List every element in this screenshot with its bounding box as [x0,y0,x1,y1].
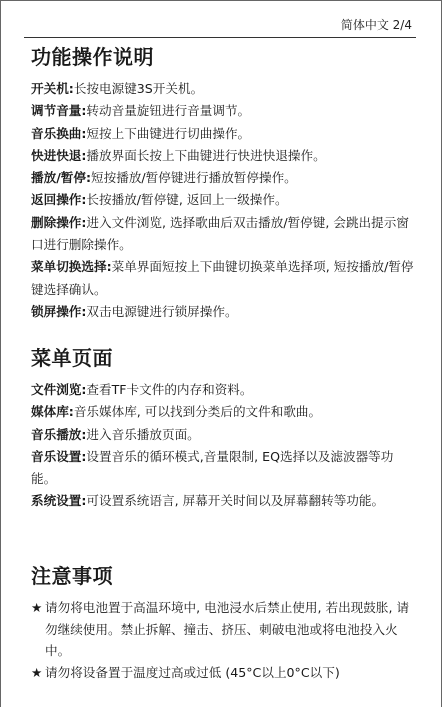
page-border-top [0,0,442,1]
item-text: 进入音乐播放页面。 [86,426,200,442]
list-item: 播放/暂停:短按播放/暂停键进行播放暂停操作。 [31,170,297,186]
list-item: 调节音量:转动音量旋钮进行音量调节。 [31,103,251,119]
star-icon: ★ [31,664,43,680]
item-label: 调节音量 [31,103,82,119]
item-label: 锁屏操作 [31,303,82,319]
item-text: 短按上下曲键进行切曲操作。 [86,125,251,141]
list-item: 菜单切换选择:菜单界面短按上下曲键切换菜单选择项, 短按播放/暂停键选择确认。 [31,259,414,297]
section-precautions [31,563,415,683]
item-label: 文件浏览 [31,382,82,397]
item-text: 播放界面长按上下曲键进行快进快退操作。 [86,147,326,163]
list-item: 返回操作:长按播放/暂停键, 返回上一级操作。 [31,192,288,208]
note-item [31,597,415,662]
list-item: 媒体库:音乐媒体库, 可以找到分类后的文件和歌曲。 [31,404,322,420]
item-text: 可设置系统语言, 屏幕开关时间以及屏幕翻转等功能。 [86,493,385,509]
section-title: 注意事项 [31,564,113,588]
note-item [31,662,415,684]
item-text: 进入文件浏览, 选择歌曲后双击播放/暂停键, 会跳出提示窗口进行删除操作。 [31,214,409,253]
list-item: 锁屏操作:双击电源键进行锁屏操作。 [31,303,238,319]
section-title: 菜单页面 [31,346,113,370]
item-label: 返回操作 [31,192,82,208]
item-text: 菜单界面短按上下曲键切换菜单选择项, 短按播放/暂停键选择确认。 [31,259,414,297]
item-text: 设置音乐的循环模式,音量限制, EQ选择以及滤波器等功能。 [31,448,394,487]
item-label: 音乐设置 [31,448,82,464]
section-menu-pages [31,345,415,513]
note-text: 请勿将设备置于温度过高或过低 (45°C以上0°C以下) [45,664,340,680]
list-item: 开关机:长按电源键3S开关机。 [31,81,204,96]
star-icon: ★ [31,600,43,615]
item-label: 媒体库 [31,404,69,420]
item-label: 音乐换曲 [31,125,82,141]
item-label: 开关机 [31,81,69,96]
list-item: 文件浏览:查看TF卡文件的内存和资料。 [31,382,253,397]
list-item: 音乐设置:设置音乐的循环模式,音量限制, EQ选择以及滤波器等功能。 [31,448,394,487]
list-item: 删除操作:进入文件浏览, 选择歌曲后双击播放/暂停键, 会跳出提示窗口进行删除操作。 [31,214,409,253]
section-function-operations [31,44,415,323]
item-label: 播放/暂停 [31,170,86,186]
list-item: 系统设置:可设置系统语言, 屏幕开关时间以及屏幕翻转等功能。 [31,493,385,509]
header-divider [24,37,416,38]
list-item: 音乐播放:进入音乐播放页面。 [31,426,200,442]
item-text: 短按播放/暂停键进行播放暂停操作。 [91,170,297,186]
item-text: 音乐媒体库, 可以找到分类后的文件和歌曲。 [73,404,322,420]
item-text: 双击电源键进行锁屏操作。 [86,303,238,319]
item-label: 删除操作 [31,214,82,230]
note-text: 请勿将电池置于高温环境中, 电池浸水后禁止使用, 若出现鼓胀, 请勿继续使用。禁止拆解、撞击、挤压、刺破电池或将电池投入火中。 [45,600,410,658]
item-text: 查看TF卡文件的内存和资料。 [86,382,253,397]
list-item: 快进快退:播放界面长按上下曲键进行快进快退操作。 [31,147,326,163]
list-item: 音乐换曲:短按上下曲键进行切曲操作。 [31,125,251,141]
item-text: 长按电源键3S开关机。 [73,81,204,96]
page-header-label: 简体中文 2/4 [340,18,412,32]
item-label: 快进快退 [31,147,82,163]
page-border-left [0,0,1,707]
item-text: 转动音量旋钮进行音量调节。 [86,103,251,119]
item-label: 系统设置 [31,493,82,509]
item-label: 菜单切换选择 [31,259,107,275]
section-title: 功能操作说明 [31,45,154,69]
item-label: 音乐播放 [31,426,82,442]
item-text: 长按播放/暂停键, 返回上一级操作。 [86,192,288,208]
